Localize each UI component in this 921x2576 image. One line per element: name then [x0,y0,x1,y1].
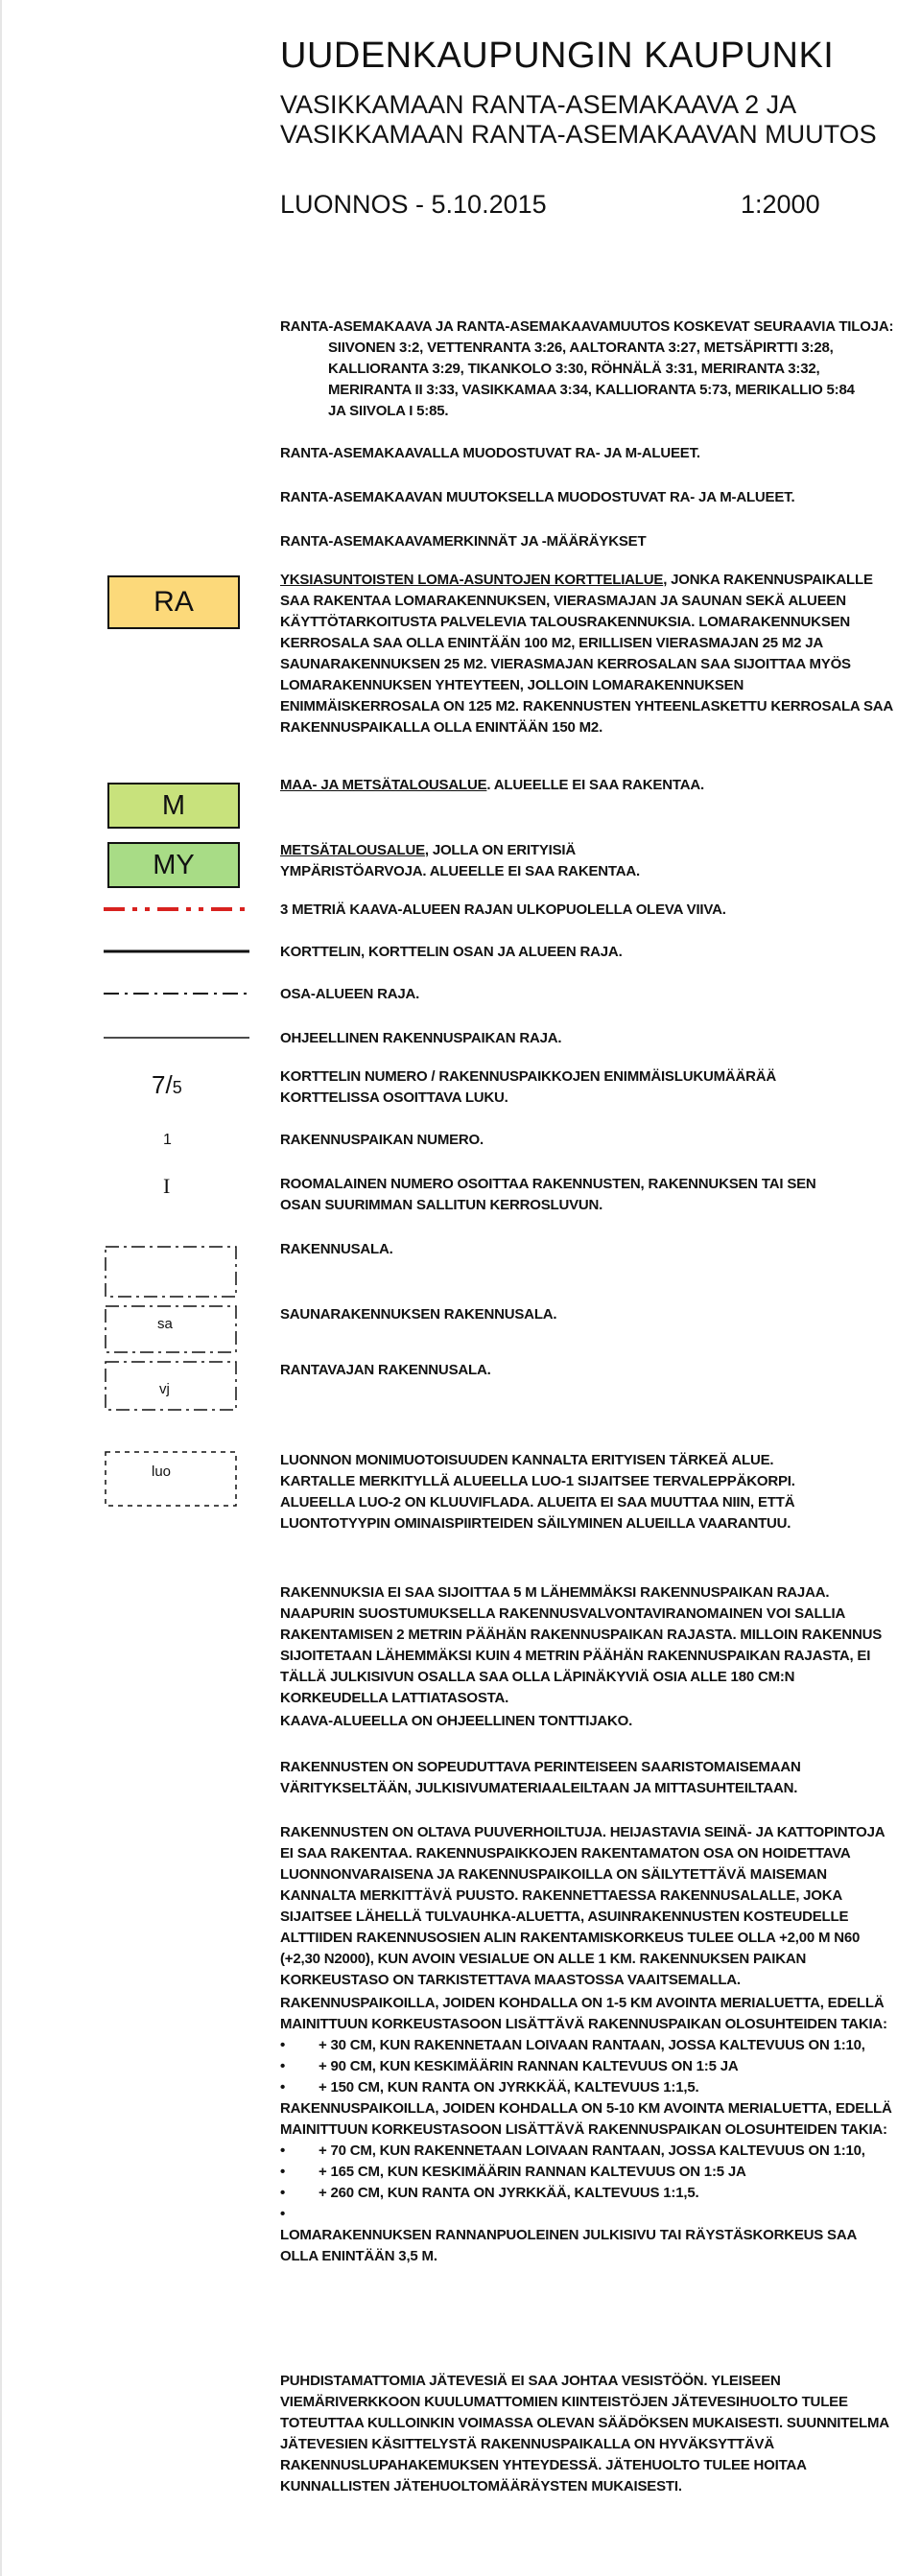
luo-text: LUONNON MONIMUOTOISUUDEN KANNALTA ERITYISEN TÄRKEÄ ALUE. KARTALLE MERKITYLLÄ ALUEELLA LUO-1 SIJAITSEE TERVALEPPÄKORPI. ALUEELLA LUO-2 ON KLUUVIFLADA. ALUEITA EI SAA MUUTTAA NIIN, ETTÄ LUONTOTYYPIN OMINAISPIIRTEIDEN SÄILYMINEN ALUEILLA VAARANTUU. [280,1452,795,1532]
luo-code: luo [152,1464,172,1480]
outside-3m-line-text: 3 METRIÄ KAAVA-ALUEEN RAJAN ULKOPUOLELLA OLEVA VIIVA. [280,902,726,918]
shore-storage-code: vj [159,1381,170,1397]
regulation-wood-cladding: RAKENNUSTEN ON OLTAVA PUUVERHOILTUJA. HEIJASTAVIA SEINÄ- JA KATTOPINTOJA EI SAA RAKENTAA. RAKENNUSPAIKKOJEN RAKENTAMATON OSA ON HOIDETTAVA LUONNONVARAISENA JA RAKENNUSPAIKOILLA ON SÄILYTETTÄVÄ MAISEMAN KANNALTA MERKITTÄVÄ PUUSTO. RAKENNETTAESSA RAKENNUSALALLE, JOKA SIJAITSEE LÄHELLÄ TULVAUHKA-ALUETTA, ASUINRAKENNUSTEN KOSTEUDELLE ALTTIIDEN RAKENNUSOSIEN ALIN RAKENTAMISKORKEUS TULEE OLLA +2,00 M N60 (+2,30 N2000), KUN AVOIN VESIALUE ON ALLE 1 KM. RAKENNUKSEN PAIKAN KORKEUSTASO ON TARKISTETTAVA MAASTOSSA VAAITSEMALLA. [280,1824,885,1988]
scope-line: MERIRANTA II 3:33, VASIKKAMAA 3:34, KALLIORANTA 5:73, MERIKALLIO 5:84 [328,382,855,398]
regulation-wastewater: PUHDISTAMATTOMIA JÄTEVESIÄ EI SAA JOHTAA VESISTÖÖN. YLEISEEN VIEMÄRIVERKKOON KUULUMATTOMIEN KIINTEISTÖJEN JÄTEVESIHUOLTO TULEE TOTEUTTAA KULLOINKIN VOIMASSA OLEVAN SÄÄDÖKSEN MUKAISESTI. SUUNNITELMA JÄTEVESIEN KÄSITTELYSTÄ RAKENNUSPAIKALLA ON HYVÄKSYTTÄVÄ RAKENNUSLUPAHAKEMUKSEN YHTEYDESSÄ. JÄTEHUOLTO TULEE HOITAA KUNNALLISTEN JÄTEHUOLTOMÄÄRÄYSTEN MUKAISESTI. [280,2373,889,2494]
regulation-elevation-1-5km [280,1993,894,2267]
legend-heading: RANTA-ASEMAKAAVAMERKINNÄT JA -MÄÄRÄYKSET [280,533,647,550]
m-description [280,775,904,796]
m-code: M [161,789,186,821]
ra-m-areas-line-1: RANTA-ASEMAKAAVALLA MUODOSTUVAT RA- JA M-ALUEET. [280,445,700,461]
roman-numeral-symbol: I [163,1174,171,1198]
ra-area-symbol [107,575,240,629]
scope-line: SIIVONEN 3:2, VETTENRANTA 3:26, AALTORANTA 3:27, METSÄPIRTTI 3:28, [328,340,834,356]
plot-count: 5 [172,1078,182,1097]
plot-number-text: RAKENNUSPAIKAN NUMERO. [280,1132,484,1148]
subarea-boundary-text: OSA-ALUEEN RAJA. [280,986,420,1002]
plan-scale: 1:2000 [741,190,820,219]
shore-storage-area-text: RANTAVAJAN RAKENNUSALA. [280,1362,491,1378]
scope-intro: RANTA-ASEMAKAAVA JA RANTA-ASEMAKAAVAMUUTOS KOSKEVAT SEURAAVIA TILOJA: [280,318,894,335]
block-number: 7/ [152,1070,173,1099]
my-description [280,840,721,882]
my-code: MY [153,849,195,880]
line-symbols [100,902,253,1055]
elevation-bullet: • + 165 CM, KUN KESKIMÄÄRIN RANNAN KALTEVUUS ON 1:5 JA [280,2164,746,2180]
elevation-bullet: • + 90 CM, KUN KESKIMÄÄRIN RANNAN KALTEVUUS ON 1:5 JA [280,2058,739,2074]
block-boundary-text: KORTTELIN, KORTTELIN OSAN JA ALUEEN RAJA. [280,944,623,960]
elevation-bullet: • + 30 CM, KUN RAKENNETAAN LOIVAAN RANTAAN, JOSSA KALTEVUUS ON 1:10, [280,2037,865,2053]
roman-numeral-text: ROOMALAINEN NUMERO OSOITTAA RAKENNUSTEN, RAKENNUKSEN TAI SEN OSAN SUURIMMAN SALLITUN KERROSLUVUN. [280,1176,816,1213]
block-number-symbol [152,1070,182,1100]
ra-m-areas-line-2: RANTA-ASEMAKAAVAN MUUTOKSELLA MUODOSTUVAT RA- JA M-ALUEET. [280,489,795,505]
ra-code: RA [154,586,194,618]
document-header [280,35,904,222]
elevation-5-10km-intro: RAKENNUSPAIKOILLA, JOIDEN KOHDALLA ON 5-10 KM AVOINTA MERIALUETTA, EDELLÄ MAINITTUUN KORKEUSTASOON LISÄTTÄVÄ RAKENNUSPAIKAN OLOSUHTEIDEN TAKIA: [280,2100,892,2138]
ra-text: , JONKA RAKENNUSPAIKALLE SAA RAKENTAA LOMARAKENNUKSEN, VIERASMAJAN JA SAUNAN SEKÄ ALUEEN KÄYTTÖTARKOITUSTA PALVELEVIA TALOUSRAKENNUKSIA. LOMARAKENNUKSEN KERROSALA SAA OLLA ENINTÄÄN 100 M2, ERILLISEN VIERASMAJAN 25 M2 JA SAUNARAKENNUKSEN 25 M2. VIERASMAJAN KERROSALAN SAA SIJOITTAA MYÖS LOMARAKENNUKSEN YHTEYTEEN, JOLLOIN LOMARAKENNUKSEN ENIMMÄISKERROSALA ON 125 M2. RAKENNUSTEN YHTEENLASKETTU KERROSALA SAA RAKENNUSPAIKALLA OLLA ENINTÄÄN 150 M2. [280,572,893,736]
sauna-area-text: SAUNARAKENNUKSEN RAKENNUSALA. [280,1306,557,1323]
scope-line: KALLIORANTA 3:29, TIKANKOLO 3:30, RÖHNÄLÄ 3:31, MERIRANTA 3:32, [328,361,820,377]
my-area-symbol [107,842,240,888]
luo-area-symbol [100,1448,244,1511]
elevation-bullet: • [280,2206,286,2222]
scope-line: JA SIIVOLA I 5:85. [328,403,449,419]
scope-list [280,338,904,422]
page-edge [0,0,2,2576]
plot-number-symbol: 1 [163,1132,172,1148]
regulation-plot-division: KAAVA-ALUEELLA ON OHJEELLINEN TONTTIJAKO. [280,1713,633,1729]
scope-section [280,316,904,422]
regulation-facade-height: LOMARAKENNUKSEN RANNANPUOLEINEN JULKISIVU TAI RÄYSTÄSKORKEUS SAA OLLA ENINTÄÄN 3,5 M. [280,2227,857,2264]
elevation-1-5km-intro: RAKENNUSPAIKOILLA, JOIDEN KOHDALLA ON 1-5 KM AVOINTA MERIALUETTA, EDELLÄ MAINITTUUN KORKEUSTASOON LISÄTTÄVÄ RAKENNUSPAIKAN OLOSUHTEIDEN TAKIA: [280,1995,887,2032]
plan-title-line-2: VASIKKAMAAN RANTA-ASEMAKAAVAN MUUTOS [280,120,877,149]
building-area-text: RAKENNUSALA. [280,1241,393,1257]
sauna-code: sa [157,1316,173,1332]
plot-boundary-text: OHJEELLINEN RAKENNUSPAIKAN RAJA. [280,1030,562,1046]
regulation-adaptation: RAKENNUSTEN ON SOPEUDUTTAVA PERINTEISEEN SAARISTOMAISEMAAN VÄRITYKSELTÄÄN, JULKISIVUMATERIAALEILTAAN JA MITTASUHTEILTAAN. [280,1759,801,1796]
m-text: . ALUEELLE EI SAA RAKENTAA. [486,777,704,793]
draft-date: LUONNOS - 5.10.2015 [280,190,547,219]
block-number-text: KORTTELIN NUMERO / RAKENNUSPAIKKOJEN ENIMMÄISLUKUMÄÄRÄÄ KORTTELISSA OSOITTAVA LUKU. [280,1068,777,1106]
city-name: UUDENKAUPUNGIN KAUPUNKI [280,35,835,76]
building-area-symbol [106,1247,236,1297]
regulation-setback: RAKENNUKSIA EI SAA SIJOITTAA 5 M LÄHEMMÄKSI RAKENNUSPAIKAN RAJAA. NAAPURIN SUOSTUMUKSELLA RAKENNUSVALVONTAVIRANOMAINEN VOI SALLIA RAKENTAMISEN 2 METRIN PÄÄHÄN RAKENNUSPAIKAN RAJASTA. MILLOIN RAKENNUS SIJOITETAAN LÄHEMMÄKSI KUIN 4 METRIN PÄÄHÄN RAKENNUSPAIKAN RAJASTA, EI TÄLLÄ JULKISIVUN OSALLA SAA OLLA LÄPINÄKYVIÄ OSIA ALLE 180 CM:N KORKEUDELLA LATTIATASOSTA. [280,1584,883,1706]
ra-description [280,570,904,738]
elevation-bullet: • + 260 CM, KUN RANTA ON JYRKKÄÄ, KALTEVUUS 1:1,5. [280,2185,699,2201]
elevation-bullet: • + 70 CM, KUN RAKENNETAAN LOIVAAN RANTAAN, JOSSA KALTEVUUS ON 1:10, [280,2143,865,2159]
shore-storage-area-symbol [106,1362,236,1410]
m-title: MAA- JA METSÄTALOUSALUE [280,777,487,793]
plan-title-line-1: VASIKKAMAAN RANTA-ASEMAKAAVA 2 JA [280,90,797,119]
my-title: METSÄTALOUSALUE [280,842,425,858]
plan-title [280,90,904,150]
elevation-bullet: • + 150 CM, KUN RANTA ON JYRKKÄÄ, KALTEVUUS 1:1,5. [280,2079,699,2096]
draft-row [280,190,904,222]
m-area-symbol [107,783,240,829]
my-text: , JOLLA ON ERITYISIÄ YMPÄRISTÖARVOJA. ALUEELLE EI SAA RAKENTAA. [280,842,640,879]
ra-title: YKSIASUNTOISTEN LOMA-ASUNTOJEN KORTTELIALUE [280,572,664,588]
